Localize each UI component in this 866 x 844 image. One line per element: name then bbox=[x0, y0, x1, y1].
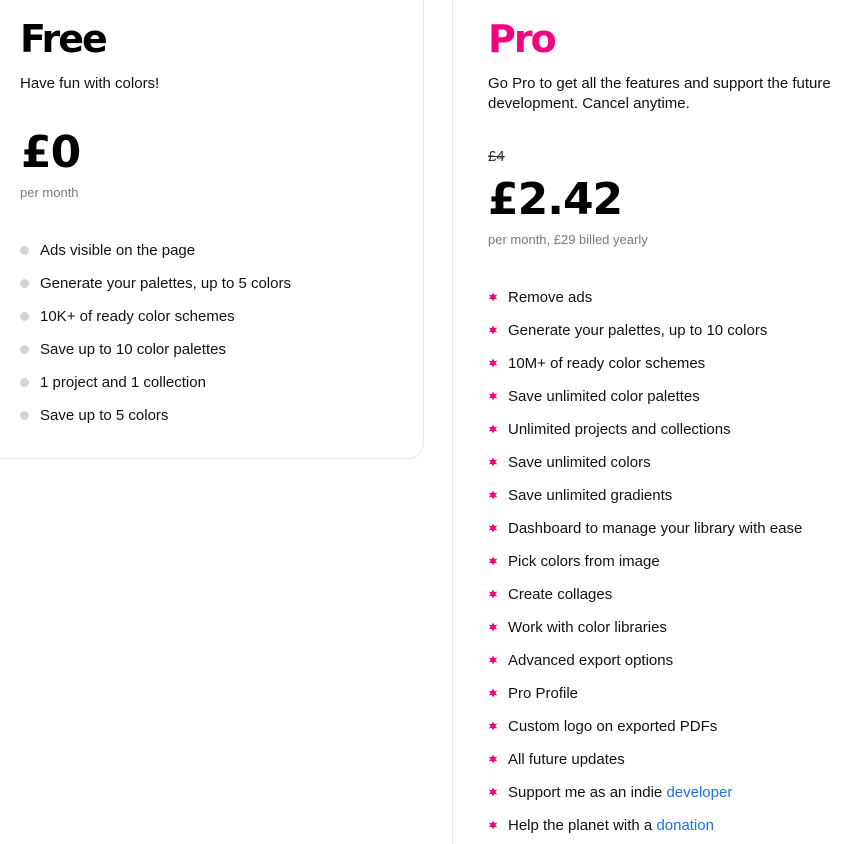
feature-label: Support me as an indie bbox=[508, 784, 667, 801]
pro-feature-item bbox=[488, 518, 802, 551]
pro-plan-tagline: Go Pro to get all the features and support the future development. Cancel anytime. bbox=[488, 75, 831, 112]
flower-bullet-icon bbox=[488, 391, 498, 401]
pro-feature-item bbox=[488, 419, 802, 452]
pro-feature-item bbox=[488, 716, 802, 749]
feature-label: Pro Profile bbox=[508, 685, 579, 702]
pro-feature-item bbox=[488, 551, 802, 584]
pro-plan-title: Pro bbox=[488, 17, 555, 61]
pro-feature-item bbox=[488, 683, 802, 716]
flower-bullet-icon bbox=[488, 292, 498, 302]
feature-label: Dashboard to manage your library with ease bbox=[508, 520, 803, 537]
feature-label: Generate your palettes, up to 5 colors bbox=[40, 275, 291, 292]
free-feature-item bbox=[20, 339, 291, 372]
free-plan-price: £0 bbox=[21, 127, 81, 178]
pro-feature-item bbox=[488, 452, 802, 485]
feature-label: Help the planet with a bbox=[508, 817, 657, 834]
pro-feature-item bbox=[488, 386, 802, 419]
pro-feature-list bbox=[488, 287, 802, 844]
free-feature-item bbox=[20, 405, 291, 438]
bullet-dot-icon bbox=[20, 246, 29, 255]
flower-bullet-icon bbox=[488, 754, 498, 764]
feature-label: 10M+ of ready color schemes bbox=[508, 355, 706, 372]
feature-label: Save unlimited color palettes bbox=[508, 388, 700, 405]
flower-bullet-icon bbox=[488, 490, 498, 500]
flower-bullet-icon bbox=[488, 358, 498, 368]
flower-bullet-icon bbox=[488, 820, 498, 830]
free-feature-list bbox=[20, 240, 291, 438]
free-plan-title: Free bbox=[20, 17, 106, 61]
flower-bullet-icon bbox=[488, 424, 498, 434]
flower-bullet-icon bbox=[488, 688, 498, 698]
pro-feature-item bbox=[488, 320, 802, 353]
feature-label: 1 project and 1 collection bbox=[40, 374, 206, 391]
bullet-dot-icon bbox=[20, 279, 29, 288]
feature-label: Remove ads bbox=[508, 289, 593, 306]
feature-label: Work with color libraries bbox=[508, 619, 667, 636]
flower-bullet-icon bbox=[488, 589, 498, 599]
free-feature-item bbox=[20, 273, 291, 306]
free-plan-period: per month bbox=[20, 185, 79, 200]
flower-bullet-icon bbox=[488, 655, 498, 665]
flower-bullet-icon bbox=[488, 325, 498, 335]
flower-bullet-icon bbox=[488, 523, 498, 533]
pro-plan-period: per month, £29 billed yearly bbox=[488, 232, 648, 247]
pro-feature-item-support bbox=[488, 782, 802, 815]
feature-label: Save up to 5 colors bbox=[40, 407, 169, 424]
pro-feature-item bbox=[488, 617, 802, 650]
pro-plan-price: £2.42 bbox=[488, 174, 623, 225]
feature-label: Pick colors from image bbox=[508, 553, 660, 570]
feature-label: Create collages bbox=[508, 586, 613, 603]
pro-plan-old-price: £4 bbox=[488, 148, 505, 165]
free-plan-tagline: Have fun with colors! bbox=[20, 75, 160, 92]
feature-label: Generate your palettes, up to 10 colors bbox=[508, 322, 768, 339]
free-feature-item bbox=[20, 372, 291, 405]
feature-label: Unlimited projects and collections bbox=[508, 421, 731, 438]
pro-feature-item bbox=[488, 650, 802, 683]
flower-bullet-icon bbox=[488, 556, 498, 566]
free-feature-item bbox=[20, 306, 291, 339]
feature-label: All future updates bbox=[508, 751, 625, 768]
free-feature-item bbox=[20, 240, 291, 273]
bullet-dot-icon bbox=[20, 411, 29, 420]
flower-bullet-icon bbox=[488, 622, 498, 632]
flower-bullet-icon bbox=[488, 787, 498, 797]
pro-feature-item bbox=[488, 485, 802, 518]
pro-feature-item bbox=[488, 287, 802, 320]
pro-feature-item bbox=[488, 584, 802, 617]
bullet-dot-icon bbox=[20, 312, 29, 321]
feature-label: Save unlimited gradients bbox=[508, 487, 673, 504]
feature-label: Advanced export options bbox=[508, 652, 674, 669]
pro-feature-item-planet bbox=[488, 815, 802, 844]
pro-feature-item bbox=[488, 749, 802, 782]
developer-link[interactable]: developer bbox=[666, 784, 733, 801]
donation-link[interactable]: donation bbox=[656, 817, 714, 834]
feature-label: Custom logo on exported PDFs bbox=[508, 718, 718, 735]
pro-feature-item bbox=[488, 353, 802, 386]
feature-label: Save up to 10 color palettes bbox=[40, 341, 226, 358]
flower-bullet-icon bbox=[488, 457, 498, 467]
bullet-dot-icon bbox=[20, 378, 29, 387]
bullet-dot-icon bbox=[20, 345, 29, 354]
feature-label: Ads visible on the page bbox=[40, 242, 196, 259]
flower-bullet-icon bbox=[488, 721, 498, 731]
feature-label: Save unlimited colors bbox=[508, 454, 651, 471]
feature-label: 10K+ of ready color schemes bbox=[40, 308, 235, 325]
